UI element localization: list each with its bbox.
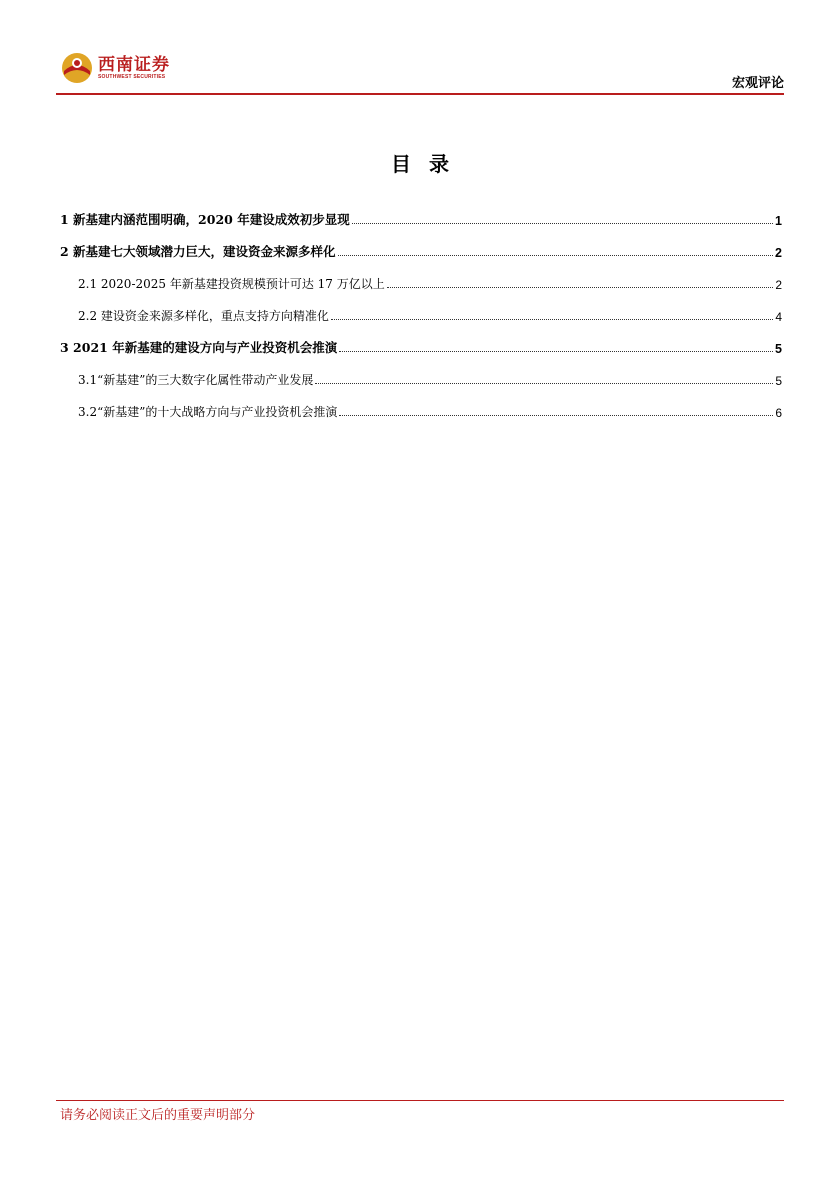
toc-entry-text: 3.1“新基建”的三大数字化属性带动产业发展 xyxy=(78,373,314,387)
company-logo xyxy=(60,48,190,88)
toc-page-number: 2 xyxy=(775,246,782,260)
footer-disclaimer: 请务必阅读正文后的重要声明部分 xyxy=(60,1108,256,1123)
toc-leader-dots xyxy=(331,318,773,320)
toc-entry-text: 2.1 2020-2025 年新基建投资规模预计可达 17 万亿以上 xyxy=(78,277,385,291)
toc-leader-dots xyxy=(338,254,773,256)
toc-entry-2[interactable] xyxy=(60,228,782,260)
toc-entry-2-2[interactable] xyxy=(60,292,782,324)
toc-page-number: 2 xyxy=(775,278,782,292)
toc-entry-text: 1 新基建内涵范围明确，2020 年建设成效初步显现 xyxy=(60,212,350,227)
toc-entry-3-1[interactable] xyxy=(60,356,782,388)
toc-title: 目录 xyxy=(391,152,467,176)
page-header xyxy=(60,48,784,92)
toc-entry-1[interactable] xyxy=(60,196,782,228)
toc-page-number: 6 xyxy=(775,406,782,420)
table-of-contents xyxy=(60,196,782,420)
logo-english-name: SOUTHWEST SECURITIES xyxy=(98,73,166,80)
toc-page-number: 1 xyxy=(775,214,782,228)
toc-entry-text: 2 新基建七大领域潜力巨大，建设资金来源多样化 xyxy=(60,244,336,259)
toc-leader-dots xyxy=(387,286,774,288)
header-divider xyxy=(56,93,784,95)
toc-entry-2-1[interactable] xyxy=(60,260,782,292)
toc-page-number: 5 xyxy=(775,342,782,356)
toc-page-number: 5 xyxy=(775,374,782,388)
toc-leader-dots xyxy=(339,350,773,352)
footer-divider xyxy=(56,1100,784,1101)
report-category: 宏观评论 xyxy=(731,76,784,91)
toc-entry-text: 3.2“新基建”的十大战略方向与产业投资机会推演 xyxy=(78,405,338,419)
logo-chinese-name: 西南证券 xyxy=(98,54,170,75)
toc-leader-dots xyxy=(315,382,773,384)
toc-page-number: 4 xyxy=(775,310,782,324)
southwest-securities-logo-icon xyxy=(60,51,94,85)
toc-entry-text: 2.2 建设资金来源多样化，重点支持方向精准化 xyxy=(78,309,329,323)
toc-entry-3[interactable] xyxy=(60,324,782,356)
toc-leader-dots xyxy=(339,414,773,416)
toc-leader-dots xyxy=(352,222,773,224)
toc-entry-3-2[interactable] xyxy=(60,388,782,420)
toc-entry-text: 3 2021 年新基建的建设方向与产业投资机会推演 xyxy=(60,340,338,355)
